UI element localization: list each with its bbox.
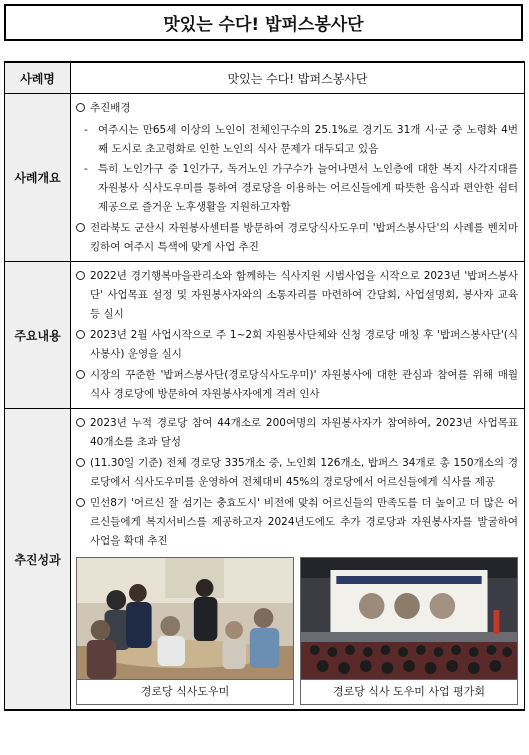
photo-caption: 경로당 식사 도우미 사업 평가회 — [301, 679, 517, 704]
photo-gallery — [76, 557, 518, 705]
overview-bg-item: - 여주시는 만65세 이상의 노인이 전체인구수의 25.1%로 경기도 31개 시·군 중 노령화 4번째 도시로 초고령화로 인한 노인의 식사 문제가 대두되고 있음 — [76, 121, 518, 159]
photo-card — [76, 557, 294, 705]
main-content-item: 시장의 꾸준한 '밥퍼스봉사단(경로당식사도우미)' 자원봉사에 대한 관심과 참여를 위해 매월 식사 경로당에 방문하여 자원봉사자에게 격려 인사 — [76, 366, 518, 404]
results-cell — [71, 409, 525, 711]
overview-cell — [71, 94, 525, 262]
label-results: 추진성과 — [5, 409, 71, 711]
main-content-cell — [71, 262, 525, 409]
main-content-item: 2023년 2월 사업시작으로 주 1~2회 자원봉사단체와 신청 경로당 매칭 후 '밥퍼스봉사단'(식사봉사) 운영을 실시 — [76, 326, 518, 364]
overview-bg-item: - 특히 노인가구 중 1인가구, 독거노인 가구수가 늘어나면서 노인층에 대한 복지 사각지대를 자원봉사 식사도우미를 통하여 경로당을 이용하는 어르신들에게 따뜻한 음식과 편안한 쉼터 제공으로 즐거운 노후생활을 지원하고자함 — [76, 160, 518, 217]
circle-bullet-icon — [76, 498, 85, 507]
results-item: 2023년 누적 경로당 참여 44개소로 200여명의 자원봉사자가 참여하여, 2023년 사업목표 40개소를 초과 달성 — [76, 414, 518, 452]
document-title — [4, 4, 523, 41]
results-item: (11.30일 기준) 전체 경로당 335개소 중, 노인회 126개소, 밥퍼스 34개로 총 150개소의 경로당에서 식사도우미를 운영하여 전체대비 45%의 경로당에서 어르신들에게 식사를 제공 — [76, 454, 518, 492]
evaluation-meeting-photo — [301, 558, 517, 679]
photo-caption: 경로당 식사도우미 — [77, 679, 293, 704]
dash-bullet-icon: - — [84, 163, 88, 175]
volunteer-meal-photo — [77, 558, 293, 679]
circle-bullet-icon — [76, 103, 85, 112]
circle-bullet-icon — [76, 418, 85, 427]
results-item: 민선8기 '어르신 잘 섬기는 충효도시' 비전에 맞춰 어르신들의 만족도를 더 높이고 더 많은 어르신들에게 복지서비스를 제공하고자 2024년도에도 추가 경로당과 자원봉사자를 발굴하여 사업을 확대 추진 — [76, 494, 518, 551]
circle-bullet-icon — [76, 223, 85, 232]
row-case-name — [5, 62, 525, 94]
circle-bullet-icon — [76, 458, 85, 467]
circle-bullet-icon — [76, 330, 85, 339]
label-overview: 사례개요 — [5, 94, 71, 262]
dash-bullet-icon: - — [84, 124, 88, 136]
row-overview — [5, 94, 525, 262]
case-name-value: 맛있는 수다! 밥퍼스봉사단 — [71, 62, 525, 94]
overview-bg-heading: 추진배경 — [76, 99, 518, 119]
circle-bullet-icon — [76, 370, 85, 379]
title-text: 맛있는 수다! 밥퍼스봉사단 — [163, 15, 364, 35]
main-content-item: 2022년 경기행복마을관리소와 함께하는 식사지원 시범사업을 시작으로 2023년 '밥퍼스봉사단' 사업목표 설정 및 자원봉사자와의 소통자리를 마련하여 간담회, 사업설명회, 봉사자 교육 등 실시 — [76, 267, 518, 324]
label-main-content: 주요내용 — [5, 262, 71, 409]
overview-benchmark: 전라북도 군산시 자원봉사센터를 방문하여 경로당식사도우미 '밥퍼스봉사단'의 사례를 벤치마킹하여 여주시 특색에 맞게 사업 추진 — [76, 219, 518, 257]
photo-card — [300, 557, 518, 705]
row-main-content — [5, 262, 525, 409]
label-case-name: 사례명 — [5, 62, 71, 94]
row-results — [5, 409, 525, 711]
case-table — [4, 61, 525, 711]
circle-bullet-icon — [76, 271, 85, 280]
